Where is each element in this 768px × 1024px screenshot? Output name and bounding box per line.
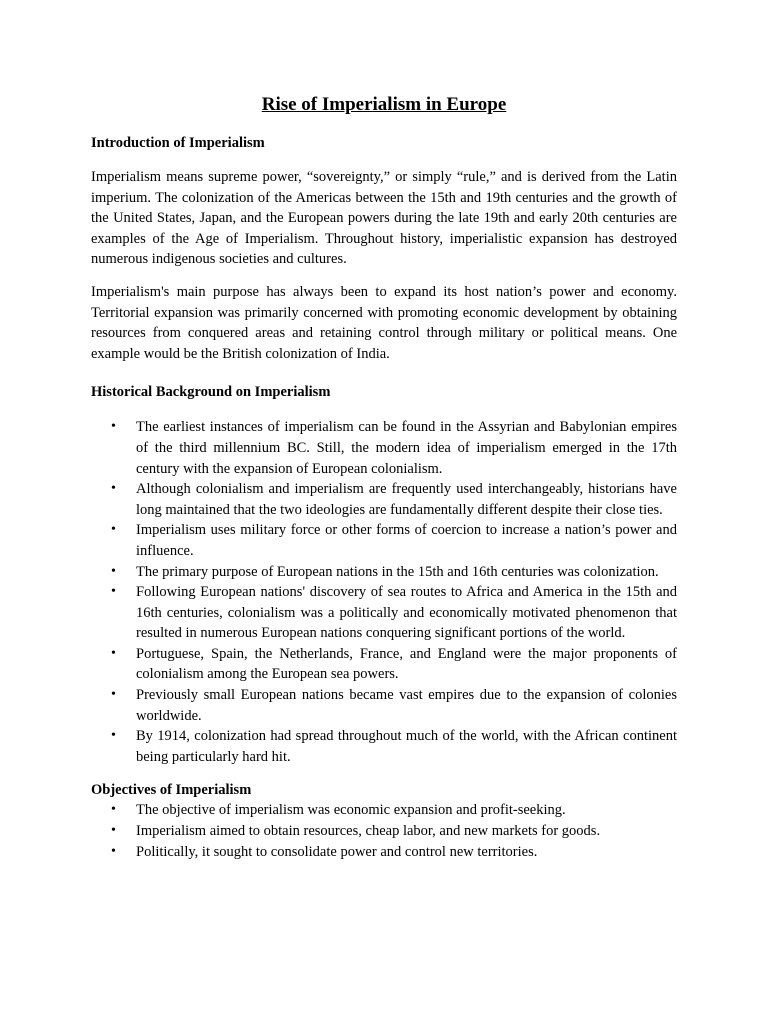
list-item-text: Previously small European nations became vast empires due to the expansion of colonies worldwide.: [136, 687, 677, 724]
section-heading-objectives: Objectives of Imperialism: [91, 782, 252, 799]
bullet-icon: •: [111, 728, 116, 744]
list-item: [91, 842, 677, 863]
list-item: [91, 479, 677, 520]
list-item-text: Although colonialism and imperialism are frequently used interchangeably, historians have long maintained that the two ideologies are fundamentally different despite their close ties.: [136, 481, 677, 518]
list-item-text: Imperialism uses military force or other forms of coercion to increase a nation’s power and influence.: [136, 522, 677, 559]
intro-paragraph: Imperialism's main purpose has always been to expand its host nation’s power and economy. Territorial expansion was primarily concerned with promoting economic development by obtaining resources from conquered areas and retaining control through military or political means. One example would be the British colonization of India.: [91, 283, 677, 362]
list-item-text: The earliest instances of imperialism can be found in the Assyrian and Babylonian empires of the third millennium BC. Still, the modern idea of imperialism emerged in the 17th century with the expansion of European colonialism.: [136, 419, 677, 477]
list-item: [91, 582, 677, 644]
list-item: [91, 800, 677, 821]
bullet-icon: •: [111, 584, 116, 600]
section-heading-historical-background: Historical Background on Imperialism: [91, 384, 331, 401]
bullet-icon: •: [111, 522, 116, 538]
list-item-text: The primary purpose of European nations in the 15th and 16th centuries was colonization.: [136, 563, 659, 580]
list-item-text: Politically, it sought to consolidate power and control new territories.: [136, 843, 538, 860]
list-item: [91, 821, 677, 842]
bullet-icon: •: [111, 843, 116, 859]
bullet-icon: •: [111, 419, 116, 435]
list-item-text: By 1914, colonization had spread throughout much of the world, with the African continent being particularly hard hit.: [136, 728, 677, 765]
list-item: [91, 644, 677, 685]
list-item-text: Portuguese, Spain, the Netherlands, France, and England were the major proponents of colonialism among the European sea powers.: [136, 645, 677, 683]
list-item: [91, 562, 677, 583]
bullet-icon: •: [111, 802, 116, 818]
bullet-icon: •: [111, 823, 116, 839]
list-item: [91, 417, 677, 479]
bullet-icon: •: [111, 687, 116, 703]
objectives-list: [91, 800, 677, 862]
list-item: [91, 520, 677, 561]
page-title: Rise of Imperialism in Europe: [261, 94, 507, 115]
historical-background-list: [91, 417, 677, 767]
list-item-text: Following European nations' discovery of sea routes to Africa and America in the 15th and 16th centuries, colonialism was a politically and economically motivated phenomenon that resulted in numerous European nations conquering significant portions of the world.: [136, 584, 677, 642]
list-item-text: Imperialism aimed to obtain resources, cheap labor, and new markets for goods.: [136, 823, 601, 840]
list-item: [91, 685, 677, 726]
bullet-icon: •: [111, 481, 116, 497]
section-heading-introduction: Introduction of Imperialism: [91, 135, 265, 151]
list-item-text: The objective of imperialism was economic expansion and profit-seeking.: [136, 802, 566, 819]
bullet-icon: •: [111, 645, 116, 661]
intro-paragraph: Imperialism means supreme power, “sovereignty,” or simply “rule,” and is derived from the Latin imperium. The colonization of the Americas between the 15th and 19th centuries and the growth of the United States, Japan, and the European powers during the late 19th and early 20th centuries are examples of the Age of Imperialism. Throughout history, imperialistic expansion has destroyed numerous indigenous societies and cultures.: [91, 169, 677, 268]
document-page: [91, 93, 677, 862]
list-item: [91, 726, 677, 767]
bullet-icon: •: [111, 563, 116, 579]
